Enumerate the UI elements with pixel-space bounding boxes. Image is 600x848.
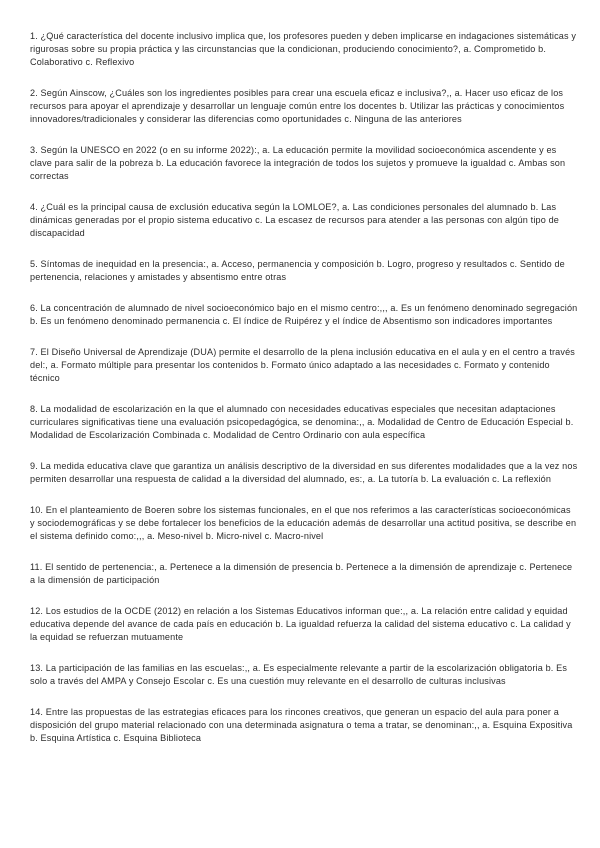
question-12: 12. Los estudios de la OCDE (2012) en relación a los Sistemas Educativos informan que:,, a. La relación entre calidad y equidad educativa depende del avance de cada país en educación b. La igualdad refuerza la calidad del sistema educativo c. La calidad y la equidad se refuerzan mutuamente (30, 606, 571, 642)
question-9: 9. La medida educativa clave que garantiza un análisis descriptivo de la diversidad en sus diferentes modalidades que a la vez nos permiten desarrollar una respuesta de calidad a la diversidad del alumnado, es:, a. La tutoría b. La evaluación c. La reflexión (30, 461, 578, 484)
question-14: 14. Entre las propuestas de las estrategias eficaces para los rincones creativos, que generan un espacio del aula para poner a disposición del grupo material relacionado con una determinada asignatura o tema a tratar, se denominan:,, a. Esquina Expositiva b. Esquina Artística c. Esquina Biblioteca (30, 707, 573, 743)
question-10: 10. En el planteamiento de Boeren sobre los sistemas funcionales, en el que nos referimos a las características socioeconómicas y sociodemográficas y se debe fortalecer los beneficios de la educación además de desarrollar una actitud positiva, se describe en el sistema definido como:,,, a. Meso-nivel b. Micro-nivel c. Macro-nivel (30, 505, 577, 541)
question-6: 6. La concentración de alumnado de nivel socioeconómico bajo en el mismo centro:,,, a. Es un fenómeno denominado segregación b. Es un fenómeno denominado permanencia c. El índice de Ruipérez y el índice de Absentismo son indicadores importantes (30, 303, 578, 326)
question-4: 4. ¿Cuál es la principal causa de exclusión educativa según la LOMLOE?, a. Las condiciones personales del alumnado b. Las dinámicas generadas por el propio sistema educativo c. La escasez de recursos para atender a las personas con algún tipo de discapacidad (30, 202, 560, 238)
question-7: 7. El Diseño Universal de Aprendizaje (DUA) permite el desarrollo de la plena inclusión educativa en el aula y en el centro a través del:, a. Formato múltiple para presentar los contenidos b. Formato único adaptado a las necesidades c. Formato y contenido técnico (30, 347, 575, 383)
question-5: 5. Síntomas de inequidad en la presencia:, a. Acceso, permanencia y composición b. Logro, progreso y resultados c. Sentido de pertenencia, relaciones y amistades y absentismo entre otras (30, 259, 565, 282)
question-3: 3. Según la UNESCO en 2022 (o en su informe 2022):, a. La educación permite la movilidad socioeconómica ascendente y es clave para salir de la pobreza b. La educación favorece la integración de todos los sujetos y promueve la igualdad c. Ambas son correctas (30, 145, 566, 181)
question-1: 1. ¿Qué característica del docente inclusivo implica que, los profesores pueden y deben implicarse en indagaciones sistemáticas y rigurosas sobre su propia práctica y las circunstancias que la condicionan, produciendo conocimiento?, a. Comprometido b. Colaborativo c. Reflexivo (30, 31, 577, 67)
question-8: 8. La modalidad de escolarización en la que el alumnado con necesidades educativas especiales que necesitan adaptaciones curriculares significativas tiene una evaluación psicopedagógica, se denomina:,, a. Modalidad de Centro de Educación Especial b. Modalidad de Escolarización Combinada c. Modalidad de Centro Ordinario con aula específica (30, 404, 574, 440)
question-13: 13. La participación de las familias en las escuelas:,, a. Es especialmente relevante a partir de la escolarización obligatoria b. Es solo a través del AMPA y Consejo Escolar c. Es una cuestión muy relevante en el desarrollo de culturas inclusivas (30, 663, 568, 686)
question-2: 2. Según Ainscow, ¿Cuáles son los ingredientes posibles para crear una escuela eficaz e inclusiva?,, a. Hacer uso eficaz de los recursos para apoyar el aprendizaje y desarrollar un lenguaje común entre los docentes b. Utilizar las prácticas y conocimientos innovadores/tradicionales y considerar las diferencias como oportunidades c. Ninguna de las anteriores (30, 88, 565, 124)
question-11: 11. El sentido de pertenencia:, a. Pertenece a la dimensión de presencia b. Pertenece a la dimensión de aprendizaje c. Pertenece a la dimensión de participación (30, 562, 573, 585)
